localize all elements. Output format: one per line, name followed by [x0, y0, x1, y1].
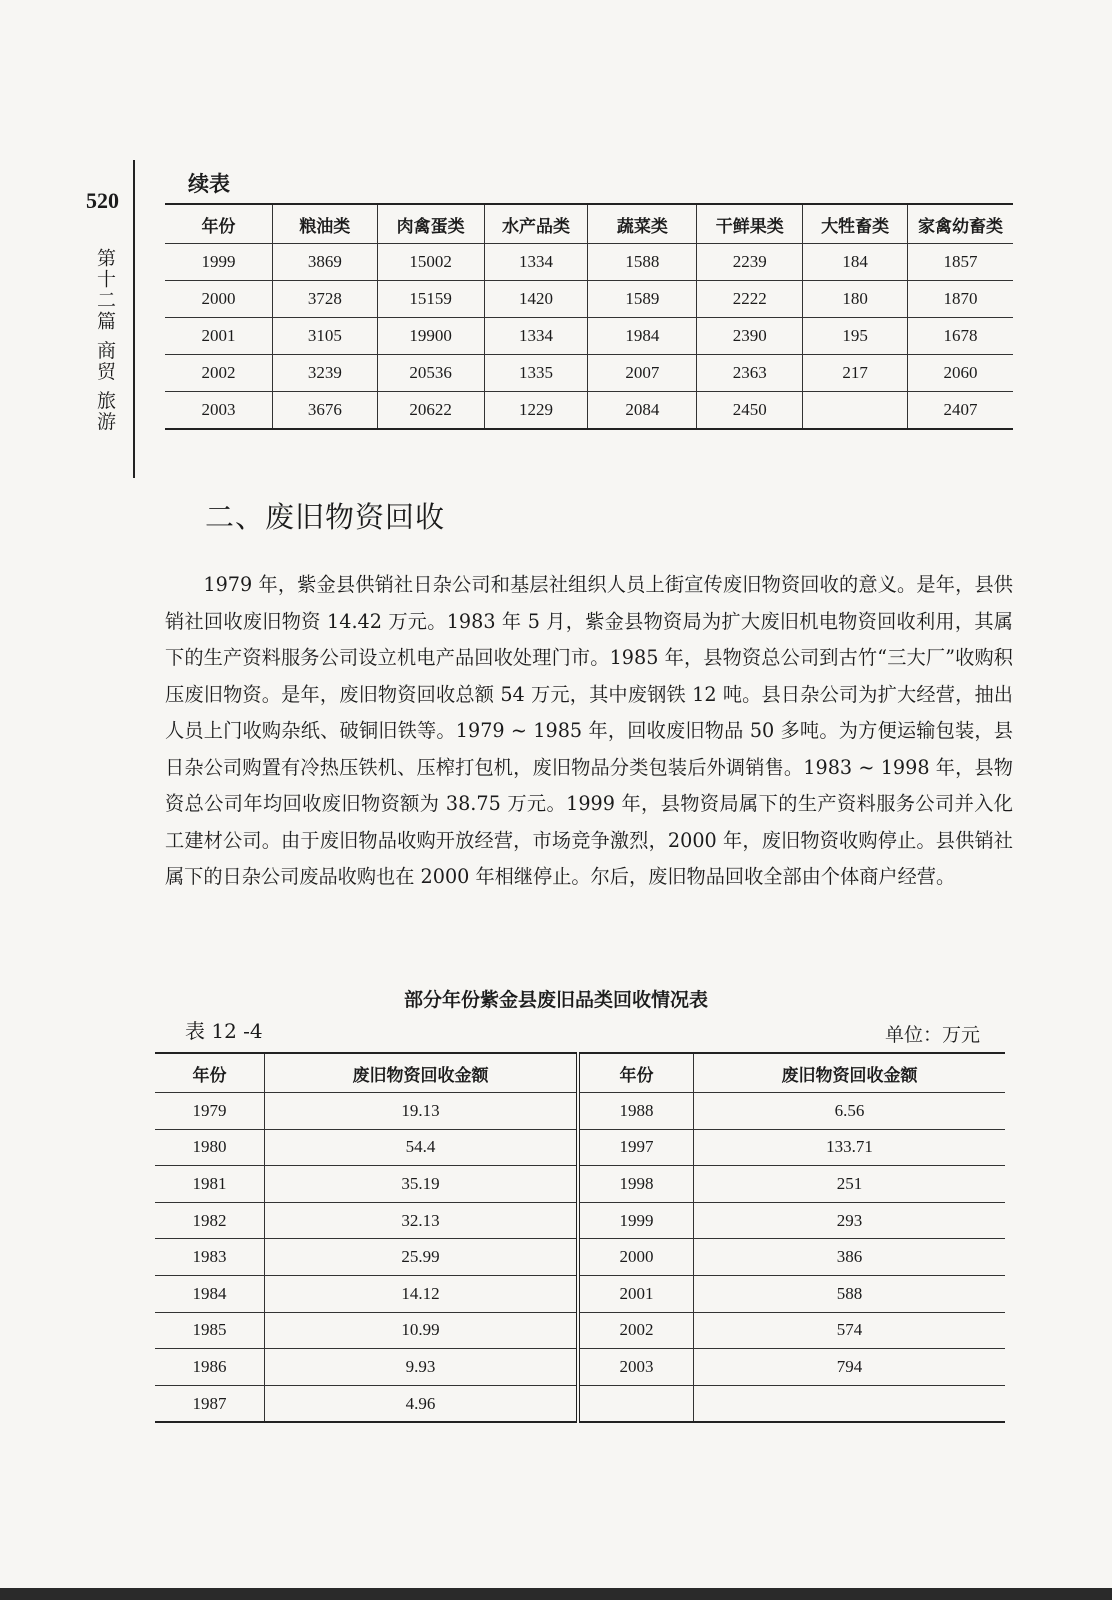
table-cell: 180	[803, 281, 908, 318]
running-head: 第十二篇 商贸 旅游	[94, 248, 116, 433]
table-cell: 3676	[272, 392, 377, 430]
table-cell: 1988	[578, 1093, 694, 1130]
table-cell: 2000	[578, 1239, 694, 1276]
table-cell: 54.4	[265, 1129, 578, 1166]
column-header: 干鲜果类	[697, 204, 803, 244]
body-text	[165, 567, 1013, 896]
table-cell: 1987	[155, 1385, 265, 1422]
table-cell	[694, 1385, 1005, 1422]
table-cell: 386	[694, 1239, 1005, 1276]
table-cell: 10.99	[265, 1312, 578, 1349]
column-header: 家禽幼畜类	[908, 204, 1013, 244]
column-header: 年份	[165, 204, 272, 244]
table-header-row	[165, 204, 1013, 244]
table-cell: 133.71	[694, 1129, 1005, 1166]
table-cell: 1334	[484, 318, 588, 355]
table-cell: 1229	[484, 392, 588, 430]
table-cell: 1985	[155, 1312, 265, 1349]
column-header: 蔬菜类	[588, 204, 697, 244]
category-sales-table	[165, 203, 1013, 430]
table-cell: 3728	[272, 281, 377, 318]
table-cell: 19.13	[265, 1093, 578, 1130]
section-heading: 二、废旧物资回收	[205, 500, 446, 534]
table-row	[165, 281, 1013, 318]
table-cell: 15159	[377, 281, 484, 318]
table-row	[155, 1312, 1005, 1349]
recycling-table	[155, 1052, 1005, 1423]
table-cell: 19900	[377, 318, 484, 355]
table-cell: 9.93	[265, 1349, 578, 1386]
table-cell: 2239	[697, 244, 803, 281]
table-cell: 1984	[155, 1275, 265, 1312]
table-cell: 6.56	[694, 1093, 1005, 1130]
table-cell: 25.99	[265, 1239, 578, 1276]
table-row	[155, 1275, 1005, 1312]
margin-rule	[133, 160, 135, 478]
table-cell: 2390	[697, 318, 803, 355]
table-cell: 1983	[155, 1239, 265, 1276]
column-header: 废旧物资回收金额	[694, 1053, 1005, 1093]
table-cell: 2000	[165, 281, 272, 318]
column-header: 大牲畜类	[803, 204, 908, 244]
table-number: 表 12 -4	[185, 1019, 263, 1043]
table-row	[165, 392, 1013, 430]
table-cell: 2363	[697, 355, 803, 392]
table-row	[165, 318, 1013, 355]
table-cell: 1980	[155, 1129, 265, 1166]
table-cell: 588	[694, 1275, 1005, 1312]
table-cell: 184	[803, 244, 908, 281]
column-header: 肉禽蛋类	[377, 204, 484, 244]
table-cell: 2001	[578, 1275, 694, 1312]
table-cell: 2001	[165, 318, 272, 355]
table-cell: 20622	[377, 392, 484, 430]
table-cell: 195	[803, 318, 908, 355]
table-cell: 3239	[272, 355, 377, 392]
table-row	[155, 1166, 1005, 1203]
table-cell: 217	[803, 355, 908, 392]
table-row	[155, 1129, 1005, 1166]
column-header: 年份	[155, 1053, 265, 1093]
table-cell: 1999	[578, 1202, 694, 1239]
table-cell: 574	[694, 1312, 1005, 1349]
table-cell: 20536	[377, 355, 484, 392]
table-cell	[578, 1385, 694, 1422]
table-cell: 1999	[165, 244, 272, 281]
continued-label: 续表	[188, 171, 230, 196]
table-cell: 2003	[165, 392, 272, 430]
table-row	[155, 1202, 1005, 1239]
table-cell: 1979	[155, 1093, 265, 1130]
table-row	[155, 1349, 1005, 1386]
column-header: 水产品类	[484, 204, 588, 244]
table-cell: 2007	[588, 355, 697, 392]
table-cell: 293	[694, 1202, 1005, 1239]
table-row	[165, 355, 1013, 392]
table-cell: 1981	[155, 1166, 265, 1203]
table-row	[155, 1093, 1005, 1130]
table-row	[155, 1385, 1005, 1422]
table-cell: 1589	[588, 281, 697, 318]
table-cell: 35.19	[265, 1166, 578, 1203]
table-cell: 1998	[578, 1166, 694, 1203]
table-cell: 2407	[908, 392, 1013, 430]
table-cell: 1588	[588, 244, 697, 281]
table-header-row	[155, 1053, 1005, 1093]
table-cell: 32.13	[265, 1202, 578, 1239]
table-cell: 2003	[578, 1349, 694, 1386]
table-cell: 1870	[908, 281, 1013, 318]
table-cell: 2222	[697, 281, 803, 318]
table-cell: 794	[694, 1349, 1005, 1386]
table-cell: 3105	[272, 318, 377, 355]
table-cell: 1678	[908, 318, 1013, 355]
table-cell: 1982	[155, 1202, 265, 1239]
table-cell: 2084	[588, 392, 697, 430]
column-header: 年份	[578, 1053, 694, 1093]
table-cell: 14.12	[265, 1275, 578, 1312]
table-cell: 4.96	[265, 1385, 578, 1422]
scan-edge	[0, 1588, 1112, 1600]
table-cell: 1986	[155, 1349, 265, 1386]
table-cell: 1997	[578, 1129, 694, 1166]
table-unit: 单位：万元	[884, 1024, 980, 1046]
table-cell: 2002	[578, 1312, 694, 1349]
table-cell: 2060	[908, 355, 1013, 392]
table-row	[165, 244, 1013, 281]
table-cell: 2450	[697, 392, 803, 430]
table-title: 部分年份紫金县废旧品类回收情况表	[403, 989, 708, 1011]
table-cell: 2002	[165, 355, 272, 392]
table-cell: 1335	[484, 355, 588, 392]
table-cell: 1857	[908, 244, 1013, 281]
table-row	[155, 1239, 1005, 1276]
page-number: 520	[86, 188, 119, 213]
table-cell: 251	[694, 1166, 1005, 1203]
column-header: 粮油类	[272, 204, 377, 244]
table-cell: 15002	[377, 244, 484, 281]
table-cell	[803, 392, 908, 430]
column-header: 废旧物资回收金额	[265, 1053, 578, 1093]
table-cell: 1334	[484, 244, 588, 281]
table-cell: 1984	[588, 318, 697, 355]
table-cell: 1420	[484, 281, 588, 318]
table-cell: 3869	[272, 244, 377, 281]
paragraph: 1979 年，紫金县供销社日杂公司和基层社组织人员上街宣传废旧物资回收的意义。是年，县供销社回收废旧物资 14.42 万元。1983 年 5 月，紫金县物资局为扩大废旧机电物资回收利用，其属下的生产资料服务公司设立机电产品回收处理门市。1985 年，县物资总公司到古竹“三大厂”收购积压废旧物资。是年，废旧物资回收总额 54 万元，其中废钢铁 12 吨。县日杂公司为扩大经营，抽出人员上门收购杂纸、破铜旧铁等。1979 ~ 1985 年，回收废旧物品 50 多吨。为方便运输包装，县日杂公司购置有冷热压铁机、压榨打包机，废旧物品分类包装后外调销售。1983 ~ 1998 年，县物资总公司年均回收废旧物资额为 38.75 万元。1999 年，县物资局属下的生产资料服务公司并入化工建材公司。由于废旧物品收购开放经营，市场竞争激烈，2000 年，废旧物资收购停止。县供销社属下的日杂公司废品收购也在 2000 年相继停止。尔后，废旧物品回收全部由个体商户经营。	[165, 573, 1013, 888]
